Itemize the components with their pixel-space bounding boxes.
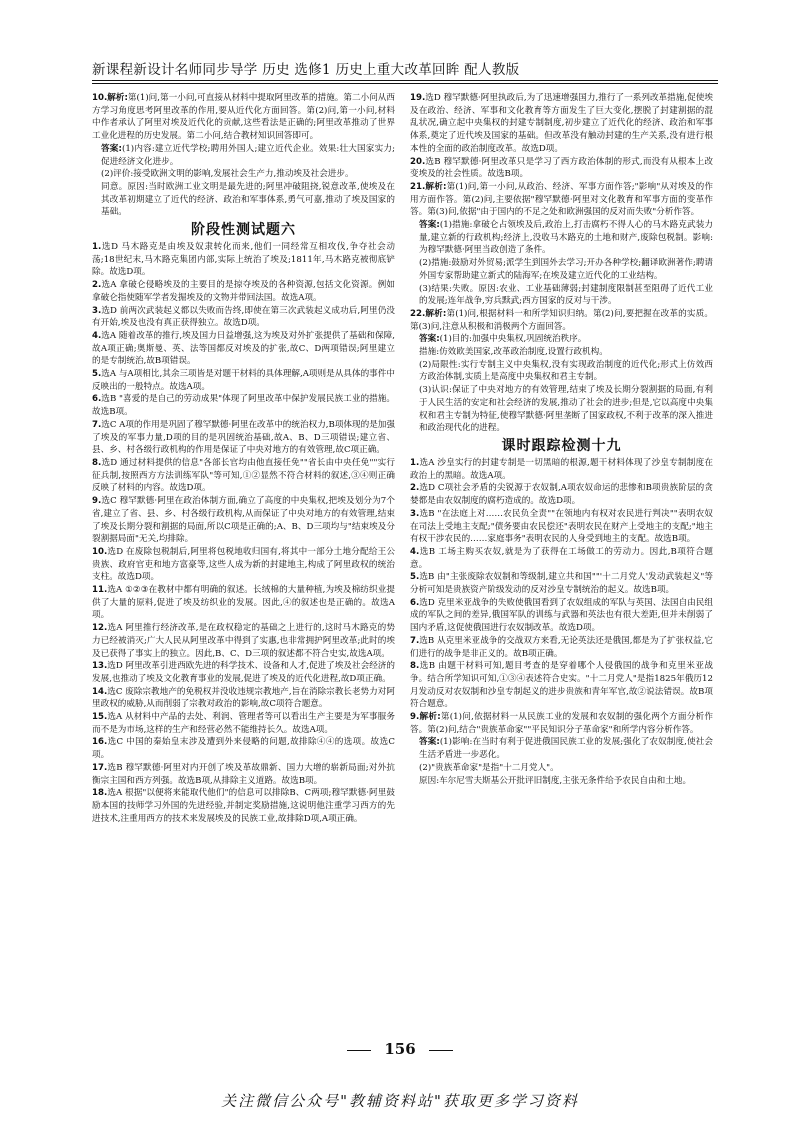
answer-item	[92, 368, 395, 393]
question-number: 19.	[410, 93, 426, 103]
question-number: 2.	[410, 483, 420, 494]
question-number: 7.	[410, 635, 420, 646]
answer-item	[92, 168, 395, 181]
answer-item	[410, 346, 713, 359]
answer-text: 选D 穆罕默德·阿里执政后,为了迅速增强国力,推行了一系列改革措施,促使埃及在政治、经济、军事和文化教育等方面发生了巨大变化,摆脱了封建割据的混乱状况,确立起中央集权的封建专制制度,初步建立了近代化的经济、政治和军事体系,奠定了近代埃及国家的基础。但改革没有触动封建的生产关系,没有进行根本性的全面的政治制度改革。故选D项。	[410, 93, 713, 154]
answer-text: 第(1)问,依据材料一从民族工业的发展和农奴制的强化两个方面分析作答。第(2)问,结合"贵族革命家""平民知识分子革命家"和所学内容分析作答。	[410, 712, 714, 735]
question-number: 11.	[92, 585, 108, 596]
answer-text: (3)结果:失败。原因:农业、工业基础薄弱;封建制度限制甚至阻碍了近代工业的发展;连年战争,穷兵黩武;西方国家的反对与干涉。	[419, 283, 713, 307]
answer-heading: 答案:	[101, 143, 122, 154]
answer-item	[92, 92, 395, 143]
answer-item	[92, 241, 395, 279]
answer-item	[410, 333, 713, 346]
answer-text: 选B 从克里米亚战争的交战双方来看,无论英法还是俄国,都是为了扩张权益,它们进行的战争是非正义的。故B项正确。	[410, 635, 713, 659]
page-number-block	[0, 1040, 800, 1058]
answer-item	[92, 330, 395, 368]
question-number: 10.	[92, 93, 108, 103]
answer-item	[92, 457, 395, 495]
header-rule	[92, 80, 718, 81]
answer-item	[410, 775, 713, 788]
answer-text: (2)局限性:实行专制主义中央集权,没有实现政治制度的近代化;形式上仿效西方政治体制,实质上是高度中央集权和君主专制。	[419, 359, 713, 383]
answer-heading: 解析:	[107, 93, 128, 103]
answer-text: 选A 拿破仑侵略埃及的主要目的是掠夺埃及的各种资源,包括文化资源。例如拿破仑指使随军学者发掘埃及的文物并带回法国。故选A项。	[92, 280, 395, 303]
answer-item	[410, 308, 713, 333]
answer-text: 第(1)问,第一小问,可直接从材料中提取阿里改革的措施。第二小问从西方学习角度思考阿里改革的作用,要从近代化方面回答。第(2)问,第一小问,材料中作者承认了阿里对埃及近代化的贡献,这些看法是正确的;阿里改革推动了世界工业化进程的历史发展。第二小问,结合教材知识回答即可。	[92, 93, 396, 142]
answer-item	[92, 787, 395, 825]
question-number: 16.	[92, 737, 108, 748]
answer-item	[410, 508, 713, 546]
answer-item	[92, 181, 395, 219]
answer-text: 选D 阿里改革引进西欧先进的科学技术、设备和人才,促进了埃及社会经济的发展,也推动了埃及文化教育事业的发展,促进了埃及的近代化进程,故D项正确。	[92, 661, 395, 684]
answer-text: (1)影响:在当时有利于促进俄国民族工业的发展;强化了农奴制度,使社会生活矛盾进一步恶化。	[419, 737, 713, 761]
answer-item	[92, 279, 395, 304]
question-number: 8.	[410, 661, 420, 672]
question-number: 1.	[410, 457, 420, 468]
answer-text: (1)措施:拿破仑占领埃及后,政治上,打击腐朽不得人心的马木路克武装力量,建立新的行政机构;经济上,没收马木路克的土地和财产,废除包税制。影响:为穆罕默德·阿里当政创造了条件。	[419, 220, 713, 256]
running-header	[92, 58, 712, 78]
answer-text: 选B 穆罕默德·阿里改革只是学习了西方政治体制的形式,而没有从根本上改变埃及的社会性质。故选B项。	[410, 156, 713, 180]
answer-text: (1)目的:加强中央集权,巩固统治秩序。	[439, 334, 587, 345]
answer-item	[92, 546, 395, 584]
answer-heading: 解析:	[425, 181, 447, 192]
answer-item	[410, 156, 713, 181]
answer-item	[410, 359, 713, 384]
answer-text: 选B "在法庭上对……农民负全责""在领地内有权对农民进行判决""表明农奴在司法上受地主支配;"债务要由农民偿还"表明农民在财产上受地主的支配;"地主有权干涉农民的……家庭事务"表明农民的人身受到地主的支配。故选B项。	[410, 508, 713, 545]
answer-item	[410, 736, 713, 761]
header-rule-thin	[92, 83, 718, 84]
answer-text: (3)认识:保证了中央对地方的有效管理,结束了埃及长期分裂割据的局面,有利于人民生活的安定和社会经济的发展,推动了社会的进步;但是,它以高度中央集权和君主专制为特征,使穆罕默德·阿里垄断了国家政权,不利于改革的深入推进和政治现代化的进程。	[419, 385, 713, 434]
answer-item	[410, 181, 713, 219]
question-number: 22.	[410, 308, 426, 319]
answer-item	[410, 457, 713, 482]
answer-item	[92, 762, 395, 787]
question-number: 4.	[92, 330, 102, 341]
answer-item	[92, 736, 395, 761]
answer-heading: 答案:	[419, 334, 440, 345]
answer-text: 选A 随着改革的推行,埃及国力日益增强,这为埃及对外扩张提供了基础和保障,故A项正确;奥斯曼、英、法等国都反对埃及的扩张,故C、D两项错误;阿里建立的是专制统治,故B项错误。	[92, 330, 395, 367]
question-number: 2.	[92, 280, 102, 291]
answer-text: 同意。原因:当时欧洲工业文明是最先进的;阿里冲破阻挠,锐意改革,使埃及在其改革初期建立了近代的经济、政治和军事体系,勇气可嘉,推动了埃及国家的基础。	[101, 181, 395, 218]
answer-item	[410, 283, 713, 308]
question-number: 18.	[92, 788, 108, 799]
question-number: 1.	[92, 242, 102, 253]
answer-text: 选D 在废除包税制后,阿里将包税地收归国有,将其中一部分土地分配给王公贵族、政府官吏和地方富豪等,这些人成为新的封建地主,构成了阿里政权的统治支柱。故选D项。	[92, 546, 395, 583]
answer-text: 第(1)问,根据材料一和所学知识归纳。第(2)问,要把握在改革的实质。第(3)问,注意从积极和消极两个方面回答。	[410, 308, 713, 332]
question-number: 21.	[410, 181, 426, 192]
answer-text: (2)"贵族革命家"是指"十二月党人"。	[419, 762, 559, 773]
answer-text: 选A 根据"以便将来能取代他们"的信息可以排除B、C两项;穆罕默德·阿里鼓励本国的技师学习外国的先进经验,并制定奖励措施,这说明他注重学习西方的先进技术,注重用西方的技术来发展埃及的民族工业,故排除D项,A项正确。	[92, 788, 395, 824]
answer-text: 选D 马木路克是由埃及奴隶转化而来,他们一同经常互相攻伐,争夺社会动荡;18世纪末,马木路克集团内部,实际上统治了埃及;1811年,马木路克被彻底铲除。故选D项。	[92, 242, 395, 278]
answer-item	[92, 305, 395, 330]
section-title: 课时跟踪检测十九	[501, 437, 622, 454]
answer-item	[410, 92, 713, 156]
answer-item	[410, 711, 713, 736]
answer-text: 原因:车尔尼雪夫斯基公开批评旧制度,主张无条件给予农民自由和土地。	[419, 775, 692, 786]
question-number: 20.	[410, 156, 426, 167]
answer-item	[410, 660, 713, 711]
question-number: 6.	[92, 394, 102, 405]
answer-item	[92, 495, 395, 546]
question-number: 10.	[92, 546, 108, 557]
answer-text: 选D C项社会矛盾的尖锐源于农奴制,A项农奴命运的悲惨和B项贵族阶层的贪婪都是由农奴制度的腐朽造成的。故选D项。	[410, 483, 713, 507]
answer-text: (1)内容:建立近代学校;聘用外国人;建立近代企业。效果:壮大国家实力;促进经济文化进步。	[101, 143, 396, 167]
answer-text: 措施:仿效欧美国家,改革政治制度,设置行政机构。	[419, 347, 608, 358]
answer-item	[92, 143, 395, 168]
question-number: 6.	[410, 597, 420, 608]
answer-text: (2)措施:鼓励对外贸易;派学生到国外去学习;开办各种学校;翻译欧洲著作;聘请外国专家帮助建立新式的陆海军;在埃及建立近代化的工业结构。	[419, 258, 713, 281]
answer-text: 选D 克里米亚战争的失败使俄国看到了农奴组成的军队与英国、法国自由民组成的军队之间的差异,俄国军队的训练与武器和英法也有很大差距,但并未削弱了国内矛盾,这促使俄国进行农奴制改革。故选D项。	[410, 597, 713, 634]
answer-item	[410, 571, 713, 596]
answer-item	[92, 686, 395, 711]
answer-heading: 解析:	[419, 712, 441, 723]
page-number-dash-left	[347, 1050, 371, 1051]
question-number: 9.	[92, 496, 102, 507]
answer-text: 选A 从材料中产品的去处、利润、管理者等可以看出生产主要是为军事服务而不是为市场,这样的生产和经营必然不能维持长久。故选A项。	[92, 712, 395, 735]
answer-heading: 解析:	[425, 308, 447, 319]
question-number: 3.	[410, 508, 420, 519]
question-number: 17.	[92, 762, 108, 773]
question-number: 15.	[92, 712, 108, 723]
answer-item	[92, 419, 395, 457]
answer-text: 选B 工场主购买农奴,就是为了获得在工场做工的劳动力。因此,B项符合题意。	[410, 546, 713, 570]
question-number: 8.	[92, 457, 102, 468]
answer-text: (2)评价:接受欧洲文明的影响,发展社会生产力,推动埃及社会进步。	[101, 169, 354, 180]
answer-item	[92, 622, 395, 660]
answer-text: 第(1)问,第一小问,从政治、经济、军事方面作答;"影响"从对埃及的作用方面作答。第(2)问,主要依据"穆罕默德·阿里对文化教育和军事方面的变革作答。第(3)问,依据"由于国内的不足之处和欧洲强国的反对而失败"分析作答。	[410, 181, 713, 218]
question-number: 7.	[92, 419, 102, 430]
answer-text: 选D 前两次武装起义都以失败而告终,即使在第三次武装起义成功后,阿里仍没有开始,埃及也没有真正获得独立。故选D项。	[92, 305, 395, 329]
answer-item	[410, 257, 713, 282]
page-number: 156	[384, 1040, 416, 1058]
answer-text: 选D 通过材料提供的信息"各部长官均由他直接任免""省长由中央任免""实行征兵制,按照西方方法训练军队"等可知,①②显然不符合材料的叙述,③④则正确反映了材料的内容。故选D项。	[92, 457, 395, 494]
answer-text: 选A 沙皇实行的封建专制是一切黑暗的根源,题干材料体现了沙皇专制制度在政治上的黑暗。故选A项。	[410, 457, 713, 481]
answer-item	[410, 597, 713, 635]
question-number: 4.	[410, 546, 420, 557]
answer-item	[92, 584, 395, 622]
answer-item	[410, 546, 713, 571]
question-number: 3.	[92, 305, 102, 316]
answer-text: 选C 废除宗教地产的免税权并没收违规宗教地产,旨在消除宗教长老势力对阿里政权的威胁,从而削弱了宗教对政治的影响,故C项符合题意。	[92, 686, 395, 710]
section-title: 阶段性测试题六	[191, 222, 296, 239]
answer-text: 选C A项的作用是巩固了穆罕默德·阿里在改革中的统治权力,B项体现的是加强了埃及的军事力量,D项的目的是巩固统治基础,故A、B、D三项错误;建立省、县、乡、村各级行政机构的作用是保证了中央对地方的有效管理,故C项正确。	[92, 419, 395, 456]
answer-text: 选C 中国的秦始皇末涉及遭到外来侵略的问题,故排除④④的选项。故选C项。	[92, 737, 395, 761]
answer-item	[410, 482, 713, 507]
question-number: 5.	[92, 369, 102, 380]
answer-text: 选B 穆罕默德·阿里对内开创了埃及革故鼎新、国力大增的崭新局面;对外抗衡宗主国和西方列强。故选B项,从排除主义道路。故选B项。	[92, 762, 395, 786]
question-number: 12.	[92, 623, 108, 634]
header-title: 新课程新设计名师同步导学 历史 选修1 历史上重大改革回眸 配人教版	[92, 62, 520, 78]
answer-item	[410, 635, 713, 660]
question-number: 14.	[92, 686, 108, 697]
question-number: 5.	[410, 572, 420, 583]
question-number: 13.	[92, 661, 108, 672]
answer-text: 选A 与A项相比,其余三项皆是对题干材料的具体理解,A项则是从具体的事件中反映出的一般特点。故选A项。	[92, 369, 395, 392]
answer-item	[410, 762, 713, 775]
answer-heading: 答案:	[419, 737, 440, 748]
answer-text: 选B 由"主张废除农奴制和等级制,建立共和国""'十二月党人'发动武装起义"等分析可知是贵族资产阶级发动的反对沙皇专制统治的起义。故选B项。	[410, 572, 713, 596]
answer-text: 选B "喜爱的是自己的劳动成果"体现了阿里改革中保护发展民族工业的措施。故选B项。	[92, 394, 395, 418]
answer-item	[92, 711, 395, 736]
answer-heading: 答案:	[419, 220, 440, 231]
answer-text: 选A ①②③在教材中都有明确的叙述。长绒棉的大量种植,为埃及棉纺织业提供了大量的原料,促进了埃及纺织业的发展。因此,④的叙述也是正确的。故选A项。	[92, 585, 395, 621]
answer-text: 选B 由题干材料可知,题目考查的是穿着哪个人侵俄国的战争和克里米亚战争。结合所学知识可知,①③④表述符合史实。"十二月党人"是指1825年俄历12月发动反对农奴制和沙皇专制起义的进步贵族和青年军官,故②说法错误。故B项符合题意。	[410, 661, 713, 710]
page-number-dash-right	[429, 1050, 453, 1051]
answer-item	[410, 219, 713, 257]
answer-text: 选C 穆罕默德·阿里在政治体制方面,确立了高度的中央集权,把埃及划分为7个省,建立了省、县、乡、村各级行政机构,从而保证了中央对地方的有效管理,结束了埃及长期分裂和割据的局面,所以C项是正确的;A、B、D三项均与"结束埃及分裂割据局面"无关,均排除。	[92, 496, 395, 545]
question-number: 9.	[410, 712, 420, 723]
footer-note: 关注微信公众号"教辅资料站"获取更多学习资料	[221, 1092, 579, 1110]
answer-item	[92, 660, 395, 685]
answer-item	[410, 384, 713, 435]
answer-item	[92, 393, 395, 418]
left-column	[92, 92, 395, 825]
right-column	[410, 92, 713, 787]
answer-text: 选A 阿里推行经济改革,是在政权稳定的基础之上进行的,这时马木路克的势力已经被消灭;广大人民从阿里改革中得到了实惠,也非常拥护阿里改革;此时的埃及已获得了事实上的独立。因此,B、C、D三项的叙述都不符合史实,故选A项。	[92, 623, 395, 659]
